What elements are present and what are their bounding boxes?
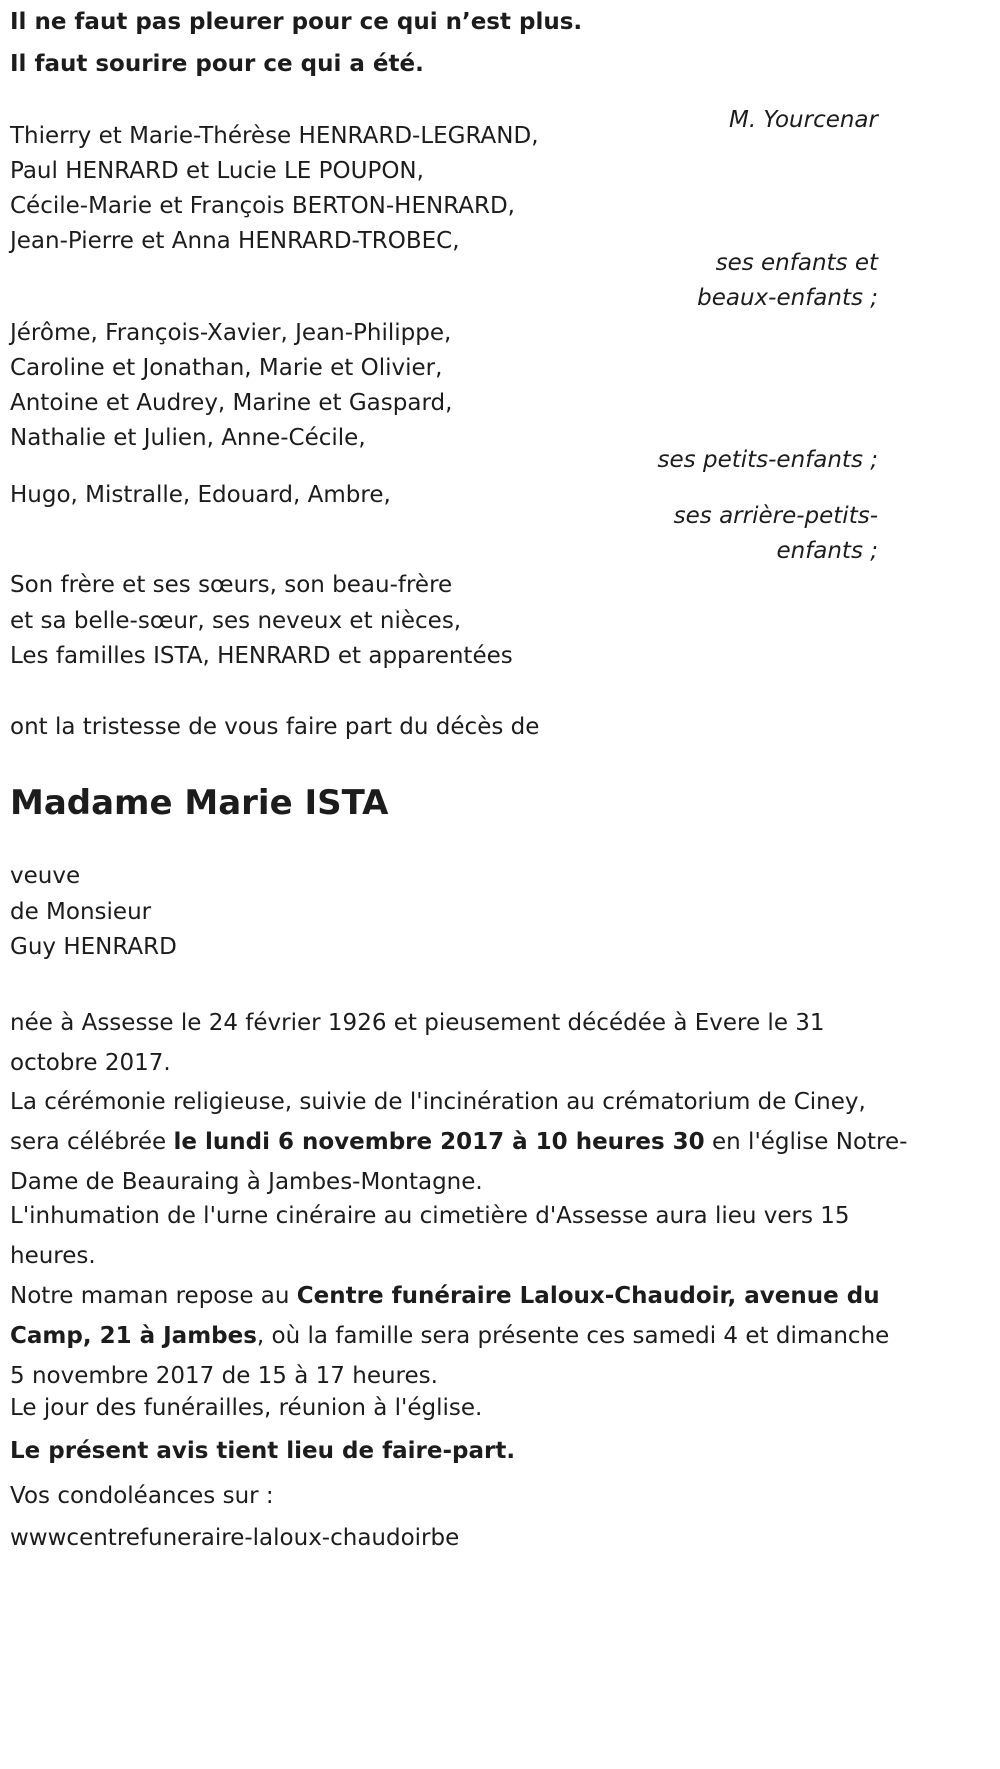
viewing-paragraph	[10, 1276, 910, 1396]
grandchild-line: Jérôme, François-Xavier, Jean-Philippe,	[10, 320, 452, 346]
condolences-label: Vos condoléances sur :	[10, 1483, 274, 1509]
ceremony-text: La cérémonie religieuse, suivie de l'incinération au crématorium de Ciney, sera célébrée	[10, 1089, 866, 1155]
viewing-details: , où la famille sera présente ces samedi 4 et dimanche 5 novembre 2017 de 15 à 17 heures.	[10, 1323, 890, 1389]
grandchildren-relation: ses petits-enfants ;	[657, 447, 878, 473]
spouse-line: Guy HENRARD	[10, 934, 177, 960]
grandchild-line: Antoine et Audrey, Marine et Gaspard,	[10, 390, 453, 416]
quote-line-1: Il ne faut pas pleurer pour ce qui n’est plus.	[10, 9, 583, 35]
spouse-line: de Monsieur	[10, 899, 152, 925]
ceremony-date: le lundi 6 novembre 2017 à 10 heures 30	[173, 1129, 705, 1155]
viewing-location: Centre funéraire Laloux-Chaudoir, avenue du Camp, 21 à Jambes	[10, 1283, 880, 1349]
children-relation: beaux-enfants ;	[697, 285, 878, 311]
child-line: Paul HENRARD et Lucie LE POUPON,	[10, 158, 424, 184]
website-link[interactable]: wwwcentrefuneraire-laloux-chaudoirbe	[10, 1525, 460, 1551]
family-line: Les familles ISTA, HENRARD et apparentées	[10, 643, 513, 669]
funeral-day-note: Le jour des funérailles, réunion à l'église.	[10, 1395, 483, 1421]
quote-line-2: Il faut sourire pour ce qui a été.	[10, 51, 424, 77]
family-line: et sa belle-sœur, ses neveux et nièces,	[10, 608, 462, 634]
grandchild-line: Nathalie et Julien, Anne-Cécile,	[10, 425, 366, 451]
viewing-text: Notre maman repose au	[10, 1283, 297, 1309]
children-relation: ses enfants et	[715, 250, 878, 276]
quote-author: M. Yourcenar	[728, 107, 878, 133]
child-line: Cécile-Marie et François BERTON-HENRARD,	[10, 193, 515, 219]
notice-statement: Le présent avis tient lieu de faire-part.	[10, 1438, 516, 1464]
ceremony-paragraph	[10, 1082, 910, 1202]
deceased-name: Madame Marie ISTA	[10, 783, 389, 823]
spouse-line: veuve	[10, 863, 81, 889]
great-grandchildren-relation: ses arrière-petits-	[673, 503, 878, 529]
ceremony-location: en l'église Notre-Dame de Beauraing à Jambes-Montagne.	[10, 1129, 908, 1195]
great-grandchildren-names: Hugo, Mistralle, Edouard, Ambre,	[10, 482, 391, 508]
burial-paragraph: L'inhumation de l'urne cinéraire au cimetière d'Assesse aura lieu vers 15 heures.	[10, 1203, 850, 1269]
child-line: Thierry et Marie-Thérèse HENRARD-LEGRAND,	[10, 123, 539, 149]
grandchild-line: Caroline et Jonathan, Marie et Olivier,	[10, 355, 443, 381]
great-grandchildren-relation: enfants ;	[776, 538, 878, 564]
family-line: Son frère et ses sœurs, son beau-frère	[10, 572, 453, 598]
child-line: Jean-Pierre et Anna HENRARD-TROBEC,	[10, 228, 460, 254]
birth-death-paragraph: née à Assesse le 24 février 1926 et pieusement décédée à Evere le 31 octobre 2017.	[10, 1010, 825, 1076]
announcement: ont la tristesse de vous faire part du décès de	[10, 714, 540, 740]
